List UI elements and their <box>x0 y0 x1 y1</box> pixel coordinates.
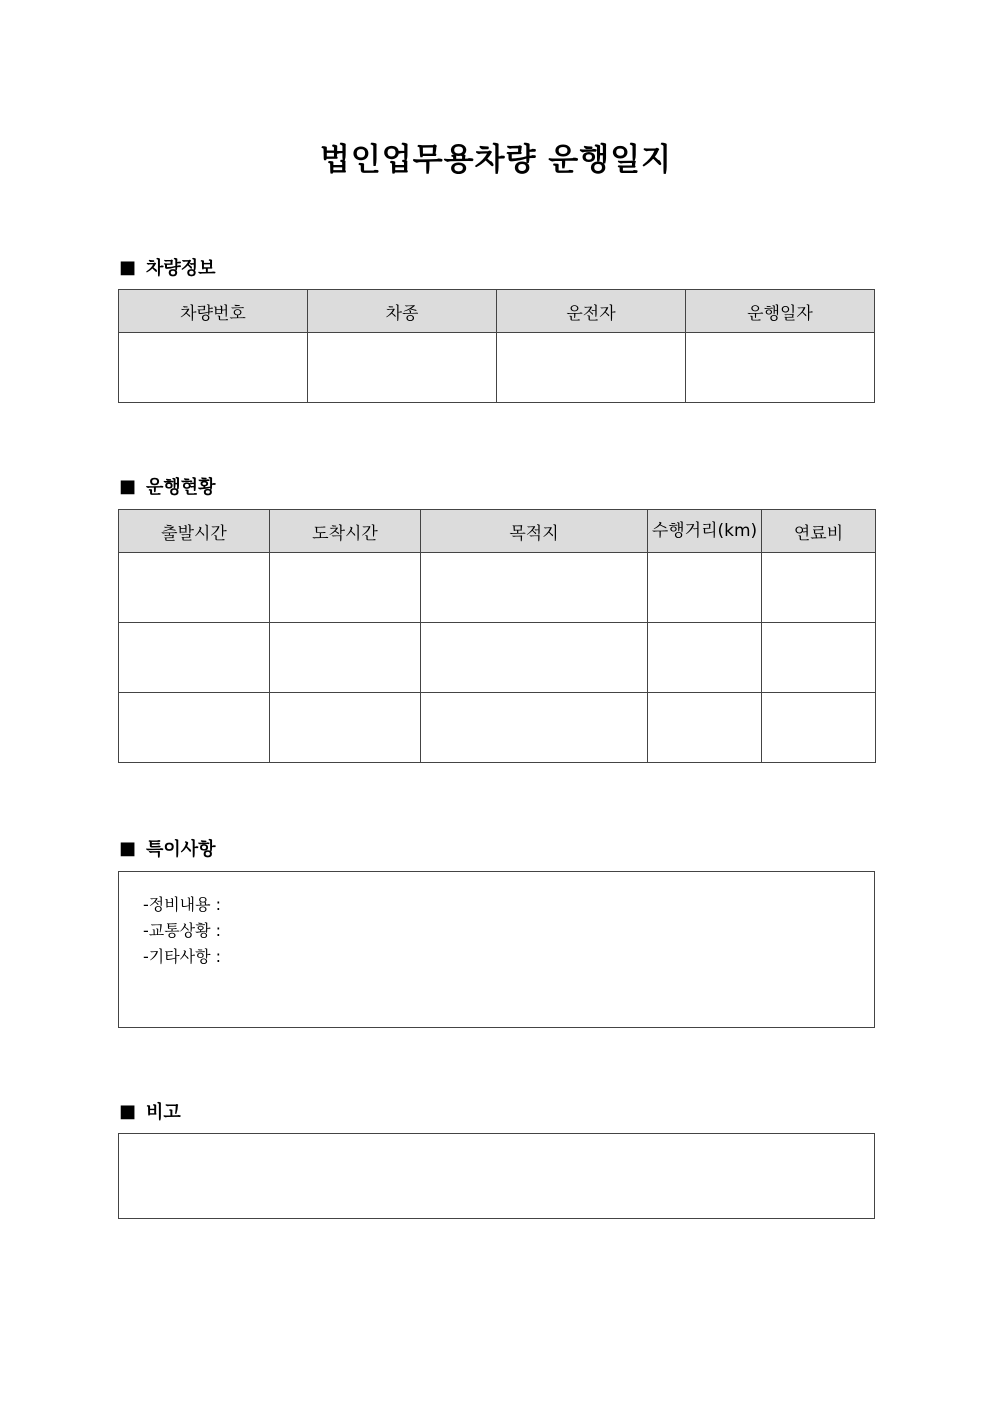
destination-cell[interactable] <box>421 553 648 623</box>
arrival-time-cell[interactable] <box>270 693 421 763</box>
vehicle-number-cell[interactable] <box>119 333 308 403</box>
section-heading-label: 운행현황 <box>146 477 216 498</box>
column-header-distance: 수행거리(km) <box>648 510 762 553</box>
departure-time-cell[interactable] <box>119 553 270 623</box>
distance-cell[interactable] <box>648 553 762 623</box>
fuel-cost-cell[interactable] <box>762 553 876 623</box>
table-row <box>119 623 876 693</box>
square-bullet-icon: ■ <box>119 837 137 859</box>
column-header-fuel-cost: 연료비 <box>762 510 876 553</box>
column-header-vehicle-type: 차종 <box>308 290 497 333</box>
special-notes-list <box>119 872 874 970</box>
fuel-cost-cell[interactable] <box>762 623 876 693</box>
section-heading-label: 특이사항 <box>146 839 216 860</box>
column-header-driver: 운전자 <box>497 290 686 333</box>
section-heading-operation-status <box>119 473 216 499</box>
column-header-drive-date: 운행일자 <box>686 290 875 333</box>
square-bullet-icon: ■ <box>119 256 137 278</box>
other-note-line: -기타사항 : <box>143 947 222 966</box>
column-header-vehicle-number: 차량번호 <box>119 290 308 333</box>
drive-date-cell[interactable] <box>686 333 875 403</box>
departure-time-cell[interactable] <box>119 693 270 763</box>
distance-cell[interactable] <box>648 693 762 763</box>
column-header-arrival-time: 도착시간 <box>270 510 421 553</box>
table-row <box>119 333 875 403</box>
table-row <box>119 693 876 763</box>
section-heading-vehicle-info <box>119 254 216 280</box>
square-bullet-icon: ■ <box>119 1100 137 1122</box>
operation-status-table <box>118 509 876 763</box>
distance-cell[interactable] <box>648 623 762 693</box>
section-heading-remarks <box>119 1098 181 1124</box>
column-header-departure-time: 출발시간 <box>119 510 270 553</box>
arrival-time-cell[interactable] <box>270 623 421 693</box>
square-bullet-icon: ■ <box>119 475 137 497</box>
table-header-row <box>119 290 875 333</box>
remarks-box[interactable] <box>118 1133 875 1219</box>
section-heading-label: 비고 <box>146 1102 181 1123</box>
destination-cell[interactable] <box>421 623 648 693</box>
vehicle-type-cell[interactable] <box>308 333 497 403</box>
fuel-cost-cell[interactable] <box>762 693 876 763</box>
page-title: 법인업무용차량 운행일지 <box>319 142 673 178</box>
table-row <box>119 553 876 623</box>
vehicle-info-table <box>118 289 875 403</box>
driver-cell[interactable] <box>497 333 686 403</box>
special-notes-box[interactable] <box>118 871 875 1028</box>
departure-time-cell[interactable] <box>119 623 270 693</box>
table-header-row <box>119 510 876 553</box>
column-header-destination: 목적지 <box>421 510 648 553</box>
maintenance-note-line: -정비내용 : <box>143 895 222 914</box>
section-heading-special-notes <box>119 835 216 861</box>
traffic-note-line: -교통상황 : <box>143 921 222 940</box>
destination-cell[interactable] <box>421 693 648 763</box>
section-heading-label: 차량정보 <box>146 258 216 279</box>
arrival-time-cell[interactable] <box>270 553 421 623</box>
